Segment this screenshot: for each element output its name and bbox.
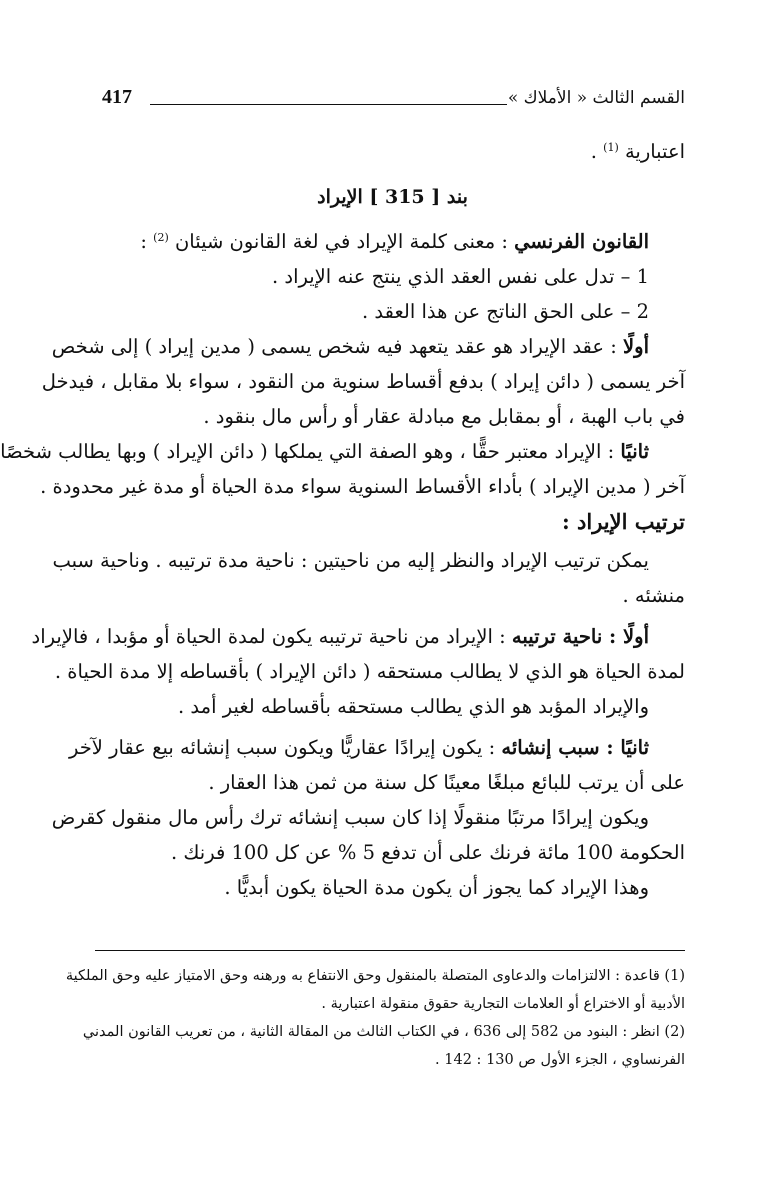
p1-label: أولًا : ناحية ترتيبه	[511, 625, 649, 648]
main-text	[0, 134, 685, 905]
footnote-2-line-2: الفرنساوي ، الجزء الأول ص 130 : 142 .	[435, 1052, 685, 1068]
french-label: القانون الفرنسي	[514, 230, 649, 253]
french-definition: القانون الفرنسي : معنى كلمة الإيراد في لغة القانون شيئان $^{(2)}$ :	[140, 230, 649, 253]
p3-line-2: الحكومة 100 مائة فرنك على أن تدفع 5 % عن كل 100 فرنك .	[170, 841, 685, 864]
p1-line-2: لمدة الحياة هو الذي لا يطالب مستحقه ( دائن الإيراد ) بأقساطه إلا مدة الحياة .	[54, 660, 685, 683]
header-title: القسم الثالث « الأملاك »	[507, 88, 685, 108]
header-rule	[150, 104, 507, 105]
french-text: : معنى كلمة الإيراد في لغة القانون شيئان	[174, 230, 508, 253]
first-para-line-1: أولًا : عقد الإيراد هو عقد يتعهد فيه شخص يسمى ( مدين إيراد ) إلى شخص	[51, 335, 649, 358]
p1-line-3: والإيراد المؤبد هو الذي يطالب مستحقه بأقساطه لغير أمد .	[178, 695, 649, 718]
first-para-line-3: في باب الهبة ، أو بمقابل مع مبادلة عقار أو رأس مال بنقود .	[203, 405, 685, 428]
page-number: 417	[102, 86, 132, 108]
order-line-1: يمكن ترتيب الإيراد والنظر إليه من ناحيتين : ناحية مدة ترتيبه . وناحية سبب	[52, 549, 649, 572]
footnote-2-line-1: (2) انظر : البنود من 582 إلى 636 ، في الكتاب الثالث من المقالة الثانية ، من تعريب القانون المدني	[82, 1024, 685, 1040]
running-header	[102, 88, 685, 118]
p2-label: ثانيًا : سبب إنشائه	[501, 736, 649, 759]
p1-line-1: أولًا : ناحية ترتيبه : الإيراد من ناحية ترتيبه يكون لمدة الحياة أو مؤبدا ، فالإيراد	[31, 625, 649, 648]
first-label: أولًا	[623, 335, 649, 358]
meaning-2: 2 – على الحق الناتج عن هذا العقد .	[362, 300, 649, 323]
p4-line-1: وهذا الإيراد كما يجوز أن يكون مدة الحياة يكون أبديًّا .	[224, 876, 649, 899]
second-para-line-1: ثانيًا : الإيراد معتبر حقًّا ، وهو الصفة التي يملكها ( دائن الإيراد ) وبها يطالب شخصًا	[0, 440, 649, 463]
p3-line-1: ويكون إيرادًا مرتبًا منقولًا إذا كان سبب إنشائه ترك رأس مال منقول كقرض	[51, 806, 649, 829]
p2-line-1: ثانيًا : سبب إنشائه : يكون إيرادًا عقاريًّا ويكون سبب إنشائه بيع عقار لآخر	[68, 736, 649, 759]
first-para-line-2: آخر يسمى ( دائن إيراد ) بدفع أقساط سنوية من النقود ، سواء بلا مقابل ، فيدخل	[41, 370, 685, 393]
second-para-line-2: آخر ( مدين الإيراد ) بأداء الأقساط السنوية سواء مدة الحياة أو مدة غير محدودة .	[40, 475, 685, 498]
p2-line-2: على أن يرتب للبائع مبلغًا معينًا كل سنة من ثمن هذا العقار .	[208, 771, 685, 794]
footnote-1-line-2: الأدبية أو الاختراع أو العلامات التجارية حقوق منقولة اعتبارية .	[321, 996, 685, 1012]
order-heading: ترتيب الإيراد :	[561, 509, 685, 534]
footnote-1-line-1: (1) قاعدة : الالتزامات والدعاوى المتصلة بالمنقول وحق الانتفاع به ورهنه وحق الامتياز عليه وحق الملكية	[65, 968, 685, 984]
footnote-ref-2: (2)	[153, 231, 169, 244]
section-title: بند [ 315 ] الإيراد	[317, 186, 468, 208]
second-label: ثانيًا	[620, 440, 649, 463]
footnote-ref-1: (1)	[603, 141, 619, 154]
footnotes	[65, 962, 685, 1074]
order-line-2: منشئه .	[622, 584, 685, 607]
footnote-divider	[95, 950, 685, 951]
meaning-1: 1 – تدل على نفس العقد الذي ينتج عنه الإيراد .	[272, 265, 649, 288]
opening-line: اعتبارية $^{(1)}$ .	[590, 140, 685, 163]
opening-word: اعتبارية	[624, 140, 685, 163]
